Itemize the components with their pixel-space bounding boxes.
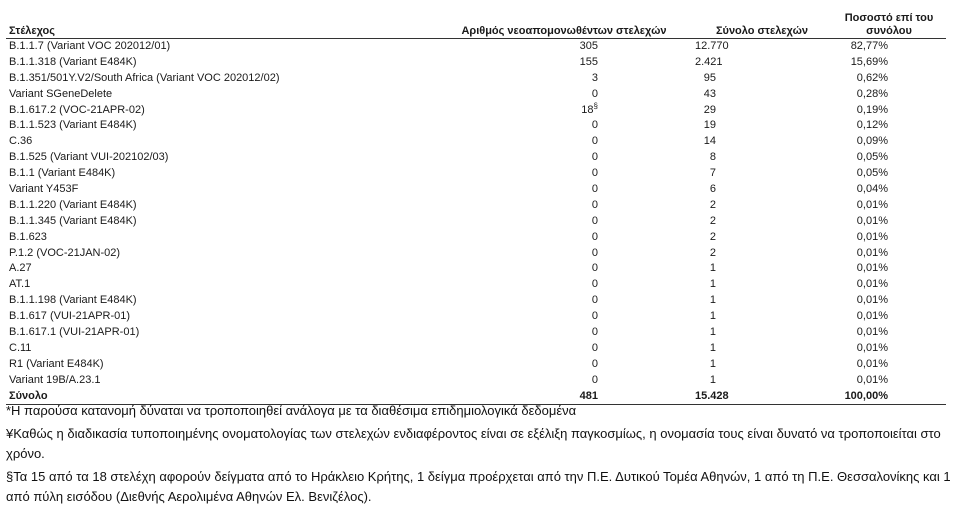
table-body <box>6 38 946 404</box>
cell-total: 1 <box>709 278 716 291</box>
header-new-count: Αριθμός νεοαπομονωθέντων στελεχών <box>436 4 692 38</box>
new-count-value: 0 <box>591 294 598 307</box>
cell-percent: 0,05% <box>856 151 888 164</box>
table-row <box>6 166 946 182</box>
cell-strain: Variant 19B/A.23.1 <box>9 373 101 386</box>
cell-total: 1 <box>709 262 716 275</box>
table-row <box>6 54 946 70</box>
new-count-value: 3 <box>591 71 598 84</box>
cell-new-count <box>436 325 692 341</box>
cell-strain: C.36 <box>9 135 33 148</box>
footnote-distribution: *Η παρούσα κατανομή δύναται να τροποποιηθεί ανάλογα με τα διαθέσιμα επιδημιολογικά δεδομένα <box>6 403 577 418</box>
footnote-nomenclature: ¥Καθώς η διαδικασία τυποποιημένης ονοματολογίας των στελεχών ενδιαφέροντος είναι σε εξέλιξη παγκοσμίως, η ονομασία τους είναι δυνατό να τροποποιείται στο χρόνο. <box>6 425 941 461</box>
cell-strain: B.1.525 (Variant VUI-202102/03) <box>9 151 169 164</box>
new-count-value: 18 <box>581 103 594 116</box>
cell-total: 14 <box>703 135 716 148</box>
footnotes <box>6 401 956 510</box>
table-row <box>6 340 946 356</box>
cell-total: 19 <box>703 119 716 132</box>
footnote-heraklion: §Τα 15 από τα 18 στελέχη αφορούν δείγματα από το Ηράκλειο Κρήτης, 1 δείγμα προέρχεται από την Π.Ε. Δυτικού Τομέα Αθηνών, 1 από τη Π.Ε. Θεσσαλονίκης και 1 από πύλη εισόδου (Διεθνής Αερολιμένα Αθηνών Ελ. Βενιζέλος). <box>6 468 951 504</box>
new-count-value: 0 <box>591 135 598 148</box>
table-row <box>6 182 946 198</box>
cell-new-count <box>436 70 692 86</box>
cell-total: 1 <box>709 373 716 386</box>
cell-total: 1 <box>709 294 716 307</box>
cell-percent: 0,19% <box>856 103 888 116</box>
cell-percent: 0,62% <box>856 71 888 84</box>
footnote-mark: § <box>593 100 598 110</box>
cell-total: 2.421 <box>695 55 723 68</box>
table-row <box>6 277 946 293</box>
header-total: Σύνολο στελεχών <box>692 4 832 38</box>
cell-new-count <box>436 118 692 134</box>
cell-strain: B.1.617.2 (VOC-21APR-02) <box>9 103 145 116</box>
total-percent: 100,00% <box>832 388 946 404</box>
cell-strain: B.1.617 (VUI-21APR-01) <box>9 310 131 323</box>
cell-strain: Variant SGeneDelete <box>9 87 113 100</box>
table-row <box>6 38 946 54</box>
new-count-value: 305 <box>579 39 598 52</box>
cell-percent: 0,01% <box>856 230 888 243</box>
new-count-value: 0 <box>591 119 598 132</box>
cell-strain: B.1.623 <box>9 230 47 243</box>
table-row <box>6 356 946 372</box>
cell-strain: B.1.1.220 (Variant E484K) <box>9 198 137 211</box>
table-row <box>6 245 946 261</box>
cell-percent: 0,01% <box>856 341 888 354</box>
new-count-value: 0 <box>591 182 598 195</box>
table-row <box>6 261 946 277</box>
cell-new-count <box>436 134 692 150</box>
header-strain: Στέλεχος <box>6 4 436 38</box>
table-row <box>6 134 946 150</box>
cell-percent: 0,01% <box>856 214 888 227</box>
table-header-row <box>6 4 946 38</box>
cell-total: 12.770 <box>695 39 729 52</box>
cell-new-count <box>436 293 692 309</box>
cell-percent: 0,05% <box>856 167 888 180</box>
cell-percent: 82,77% <box>850 39 888 52</box>
variants-table-container <box>6 4 946 405</box>
cell-strain: AT.1 <box>9 278 31 291</box>
cell-percent: 0,01% <box>856 262 888 275</box>
cell-total: 29 <box>703 103 716 116</box>
table-row <box>6 229 946 245</box>
new-count-value: 155 <box>579 55 598 68</box>
cell-percent: 0,01% <box>856 373 888 386</box>
cell-new-count <box>436 245 692 261</box>
cell-total: 2 <box>709 246 716 259</box>
cell-percent: 0,01% <box>856 246 888 259</box>
new-count-value: 0 <box>591 325 598 338</box>
cell-strain: B.1.617.1 (VUI-21APR-01) <box>9 325 140 338</box>
cell-strain: A.27 <box>9 262 32 275</box>
cell-new-count <box>436 86 692 102</box>
cell-total: 43 <box>703 87 716 100</box>
table-row <box>6 309 946 325</box>
cell-new-count <box>436 38 692 54</box>
cell-strain: B.1.1.7 (Variant VOC 202012/01) <box>9 39 171 52</box>
cell-new-count <box>436 356 692 372</box>
cell-total: 1 <box>709 310 716 323</box>
cell-new-count <box>436 102 692 118</box>
cell-strain: B.1.1.523 (Variant E484K) <box>9 119 137 132</box>
header-percent: Ποσοστό επί του συνόλου <box>832 4 946 38</box>
table-row <box>6 197 946 213</box>
cell-strain: B.1.1.345 (Variant E484K) <box>9 214 137 227</box>
new-count-value: 0 <box>591 357 598 370</box>
table-row <box>6 70 946 86</box>
cell-percent: 15,69% <box>850 55 888 68</box>
total-total: 15.428 <box>692 388 832 404</box>
cell-new-count <box>436 277 692 293</box>
cell-new-count <box>436 150 692 166</box>
cell-new-count <box>436 182 692 198</box>
cell-strain: B.1.1.318 (Variant E484K) <box>9 55 137 68</box>
cell-percent: 0,01% <box>856 357 888 370</box>
cell-strain: Variant Y453F <box>9 182 79 195</box>
cell-total: 8 <box>709 151 716 164</box>
cell-strain: P.1.2 (VOC-21JAN-02) <box>9 246 121 259</box>
new-count-value: 0 <box>591 230 598 243</box>
new-count-value: 0 <box>591 167 598 180</box>
table-row <box>6 293 946 309</box>
table-row <box>6 102 946 118</box>
total-label: Σύνολο <box>6 388 436 404</box>
table-row <box>6 118 946 134</box>
cell-percent: 0,09% <box>856 135 888 148</box>
table-row <box>6 325 946 341</box>
cell-strain: C.11 <box>9 341 32 354</box>
cell-total: 95 <box>703 71 716 84</box>
cell-new-count <box>436 213 692 229</box>
cell-strain: B.1.1.198 (Variant E484K) <box>9 294 137 307</box>
cell-total: 2 <box>709 198 716 211</box>
table-row <box>6 372 946 388</box>
table-row <box>6 213 946 229</box>
cell-new-count <box>436 340 692 356</box>
new-count-value: 0 <box>591 246 598 259</box>
cell-new-count <box>436 54 692 70</box>
cell-strain: R1 (Variant E484K) <box>9 357 104 370</box>
new-count-value: 0 <box>591 87 598 100</box>
cell-total: 2 <box>709 230 716 243</box>
cell-strain: B.1.1 (Variant E484K) <box>9 167 116 180</box>
new-count-value: 0 <box>591 262 598 275</box>
new-count-value: 0 <box>591 341 598 354</box>
total-new-count: 481 <box>436 388 692 404</box>
cell-new-count <box>436 197 692 213</box>
cell-total: 1 <box>709 325 716 338</box>
cell-percent: 0,01% <box>856 198 888 211</box>
cell-total: 7 <box>709 167 716 180</box>
cell-percent: 0,01% <box>856 310 888 323</box>
new-count-value: 0 <box>591 151 598 164</box>
new-count-value: 0 <box>591 214 598 227</box>
cell-percent: 0,12% <box>856 119 888 132</box>
cell-strain: B.1.351/501Y.V2/South Africa (Variant VOC 202012/02) <box>9 71 280 84</box>
cell-total: 2 <box>709 214 716 227</box>
table-row <box>6 150 946 166</box>
variants-table <box>6 4 946 405</box>
cell-new-count <box>436 372 692 388</box>
cell-percent: 0,01% <box>856 325 888 338</box>
new-count-value: 0 <box>591 198 598 211</box>
cell-percent: 0,28% <box>856 87 888 100</box>
table-row <box>6 86 946 102</box>
new-count-value: 0 <box>591 373 598 386</box>
cell-total: 1 <box>709 341 716 354</box>
cell-percent: 0,04% <box>856 182 888 195</box>
cell-new-count <box>436 261 692 277</box>
cell-percent: 0,01% <box>856 294 888 307</box>
cell-percent: 0,01% <box>856 278 888 291</box>
new-count-value: 0 <box>591 310 598 323</box>
cell-new-count <box>436 309 692 325</box>
cell-new-count <box>436 166 692 182</box>
cell-total: 6 <box>709 182 716 195</box>
new-count-value: 0 <box>591 278 598 291</box>
cell-new-count <box>436 229 692 245</box>
cell-total: 1 <box>709 357 716 370</box>
